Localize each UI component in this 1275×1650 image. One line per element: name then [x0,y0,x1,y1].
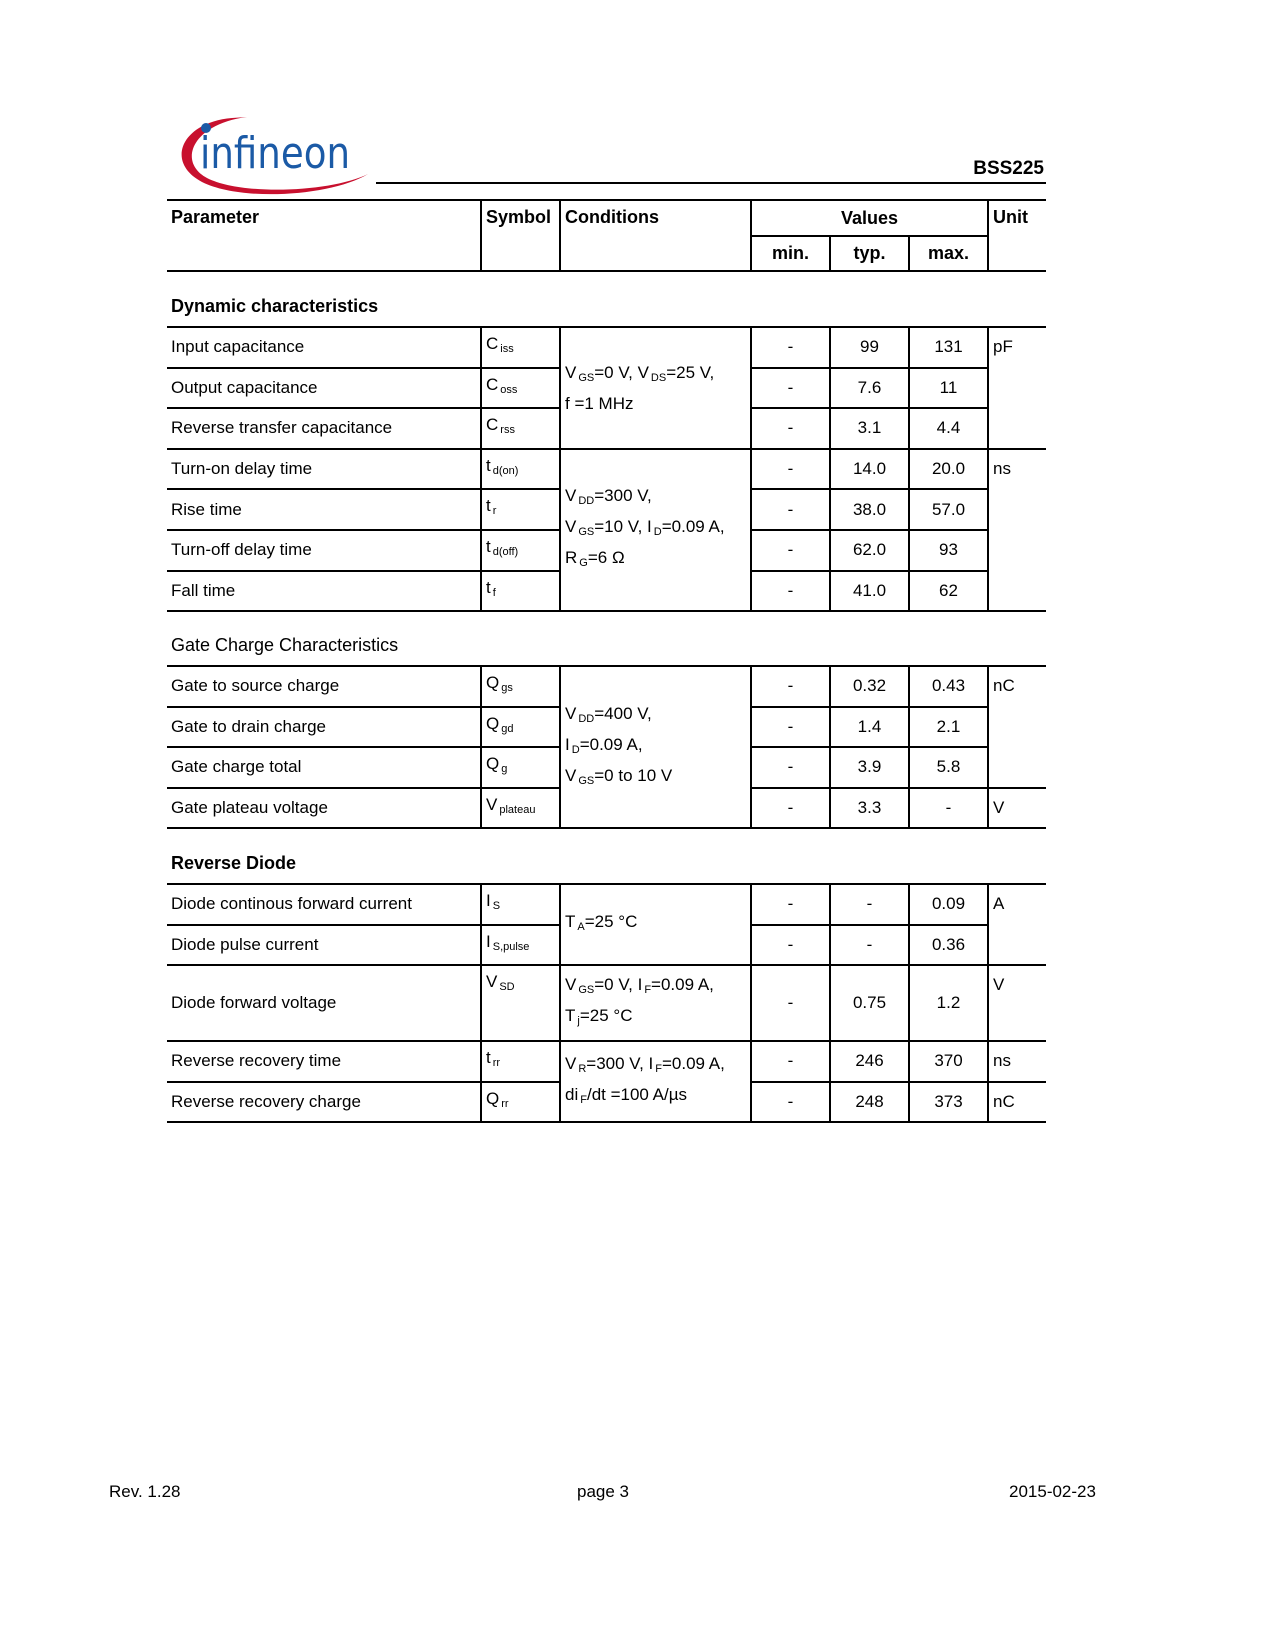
value-typ: 246 [830,1041,909,1082]
symbol-subscript: gd [501,722,514,735]
value-typ: 3.9 [830,747,909,788]
parameter-name: Diode forward voltage [167,965,481,1041]
parameter-name: Gate plateau voltage [167,788,481,829]
unit: pF [988,327,1046,449]
test-conditions: V $_{GS}$=0 V, V $_{DS}$=25 V, f =1 MHz [560,327,751,449]
parameter-name: Reverse recovery charge [167,1082,481,1123]
parameter-name: Reverse recovery time [167,1041,481,1082]
symbol [481,1041,560,1082]
value-typ: 3.1 [830,408,909,449]
symbol [481,571,560,612]
symbol [481,965,560,1041]
symbol-subscript: SD [499,981,515,994]
symbol [481,788,560,829]
value-max: 20.0 [909,449,988,490]
value-min: - [751,925,830,966]
symbol [481,489,560,530]
value-max: 373 [909,1082,988,1123]
table-row [167,666,1046,707]
parameter-name: Turn-off delay time [167,530,481,571]
value-min: - [751,666,830,707]
parameter-name: Gate to drain charge [167,707,481,748]
value-typ: 1.4 [830,707,909,748]
header-symbol: Symbol [481,200,560,271]
symbol-base: C [486,415,499,435]
value-min: - [751,530,830,571]
unit: ns [988,449,1046,611]
value-typ: 99 [830,327,909,368]
value-min: - [751,408,830,449]
value-typ: 62.0 [830,530,909,571]
symbol [481,530,560,571]
header-rule [376,182,1046,184]
value-typ: 14.0 [830,449,909,490]
unit: V [988,788,1046,829]
footer-revision: Rev. 1.28 [109,1482,181,1501]
section-title: Gate Charge Characteristics [171,635,399,655]
symbol [481,925,560,966]
symbol-base: C [486,334,499,353]
value-min: - [751,884,830,925]
value-max: 57.0 [909,489,988,530]
symbol-subscript: g [501,763,508,776]
value-max: 1.2 [909,965,988,1041]
characteristics-table [167,326,1046,612]
value-typ: 0.75 [830,965,909,1041]
value-min: - [751,747,830,788]
unit: V [988,965,1046,1041]
value-max: - [909,788,988,829]
value-min: - [751,788,830,829]
unit: ns [988,1041,1046,1082]
characteristics-table [167,883,1046,1123]
footer-page-number: page 3 [577,1482,629,1501]
table-row [167,327,1046,368]
symbol-subscript: d(off) [492,545,519,558]
value-max: 0.43 [909,666,988,707]
symbol-base: t [486,1048,491,1068]
symbol-base: t [486,455,491,475]
symbol-subscript: plateau [499,803,536,816]
symbol [481,707,560,748]
unit: nC [988,666,1046,788]
section-title: Dynamic characteristics [171,296,379,316]
value-min: - [751,571,830,612]
value-min: - [751,368,830,409]
value-typ: 7.6 [830,368,909,409]
symbol [481,408,560,449]
symbol-base: C [486,374,499,394]
table-row [167,449,1046,490]
section-title: Reverse Diode [171,853,297,873]
symbol-subscript: rr [492,1057,501,1070]
value-typ: 3.3 [830,788,909,829]
symbol-subscript: f [492,586,496,599]
value-typ: 248 [830,1082,909,1123]
parameter-name: Gate charge total [167,747,481,788]
symbol-base: V [486,972,498,992]
symbol [481,449,560,490]
value-max: 2.1 [909,707,988,748]
parameter-name: Diode continous forward current [167,884,481,925]
value-min: - [751,327,830,368]
parameter-name: Reverse transfer capacitance [167,408,481,449]
header-values: Values [751,200,988,236]
footer-date: 2015-02-23 [1009,1482,1096,1501]
symbol-base: Q [486,1088,500,1108]
value-max: 62 [909,571,988,612]
table-row [167,965,1046,1041]
unit: A [988,884,1046,965]
value-min: - [751,489,830,530]
symbol-subscript: iss [500,343,514,355]
symbol-subscript: d(on) [492,464,519,477]
test-conditions: V $_{DD}$=300 V, V $_{GS}$=10 V, I $_D$=0.09 A, R $_G$=6 Ω [560,449,751,611]
value-max: 131 [909,327,988,368]
symbol [481,747,560,788]
table-row [167,1041,1046,1082]
test-conditions: T $_A$=25 °C [560,884,751,965]
symbol [481,884,560,925]
value-typ: - [830,925,909,966]
infineon-logo [172,112,372,198]
symbol [481,1082,560,1123]
symbol-base: I [486,891,491,910]
symbol-base: I [486,931,491,951]
value-max: 4.4 [909,408,988,449]
symbol-subscript: oss [500,383,518,396]
value-min: - [751,1041,830,1082]
parameter-name: Gate to source charge [167,666,481,707]
value-max: 93 [909,530,988,571]
value-min: - [751,1082,830,1123]
value-max: 0.09 [909,884,988,925]
symbol-subscript: rr [501,1097,509,1110]
symbol-base: Q [486,673,500,692]
symbol-subscript: rss [500,424,515,437]
unit: nC [988,1082,1046,1123]
header-max: max. [909,236,988,271]
value-min: - [751,707,830,748]
value-min: - [751,965,830,1041]
table-header [167,199,1046,272]
parameter-name: Diode pulse current [167,925,481,966]
value-typ: - [830,884,909,925]
value-typ: 0.32 [830,666,909,707]
table-row [167,884,1046,925]
parameter-name: Output capacitance [167,368,481,409]
symbol-subscript: S,pulse [492,940,530,953]
test-conditions: V $_{DD}$=400 V, I $_D$=0.09 A, V $_{GS}$=0 to 10 V [560,666,751,828]
parameter-name: Fall time [167,571,481,612]
value-typ: 38.0 [830,489,909,530]
value-min: - [751,449,830,490]
symbol-base: t [486,536,491,556]
symbol-subscript: S [492,900,501,912]
test-conditions: V $_{GS}$=0 V, I $_F$=0.09 A, T $_j$=25 °C [560,965,751,1041]
header-unit: Unit [988,200,1046,271]
value-typ: 41.0 [830,571,909,612]
symbol-base: Q [486,713,500,733]
svg-text:infineon: infineon [200,128,350,179]
parameter-name: Input capacitance [167,327,481,368]
header-conditions: Conditions [560,200,751,271]
symbol [481,666,560,707]
value-max: 0.36 [909,925,988,966]
symbol-subscript: gs [501,682,513,694]
header-parameter: Parameter [167,200,481,271]
symbol-base: t [486,496,491,516]
header-min: min. [751,236,830,271]
symbol-subscript: r [492,505,497,518]
value-max: 370 [909,1041,988,1082]
parameter-name: Rise time [167,489,481,530]
symbol [481,368,560,409]
symbol [481,327,560,368]
characteristics-table [167,665,1046,829]
part-number: BSS225 [973,158,1044,179]
parameter-name: Turn-on delay time [167,449,481,490]
symbol-base: V [486,794,498,814]
symbol-base: Q [486,754,500,774]
value-max: 11 [909,368,988,409]
header-typ: typ. [830,236,909,271]
test-conditions: V $_R$=300 V, I $_F$=0.09 A, di $_F$/dt =100 A/µs [560,1041,751,1122]
value-max: 5.8 [909,747,988,788]
symbol-base: t [486,577,491,597]
